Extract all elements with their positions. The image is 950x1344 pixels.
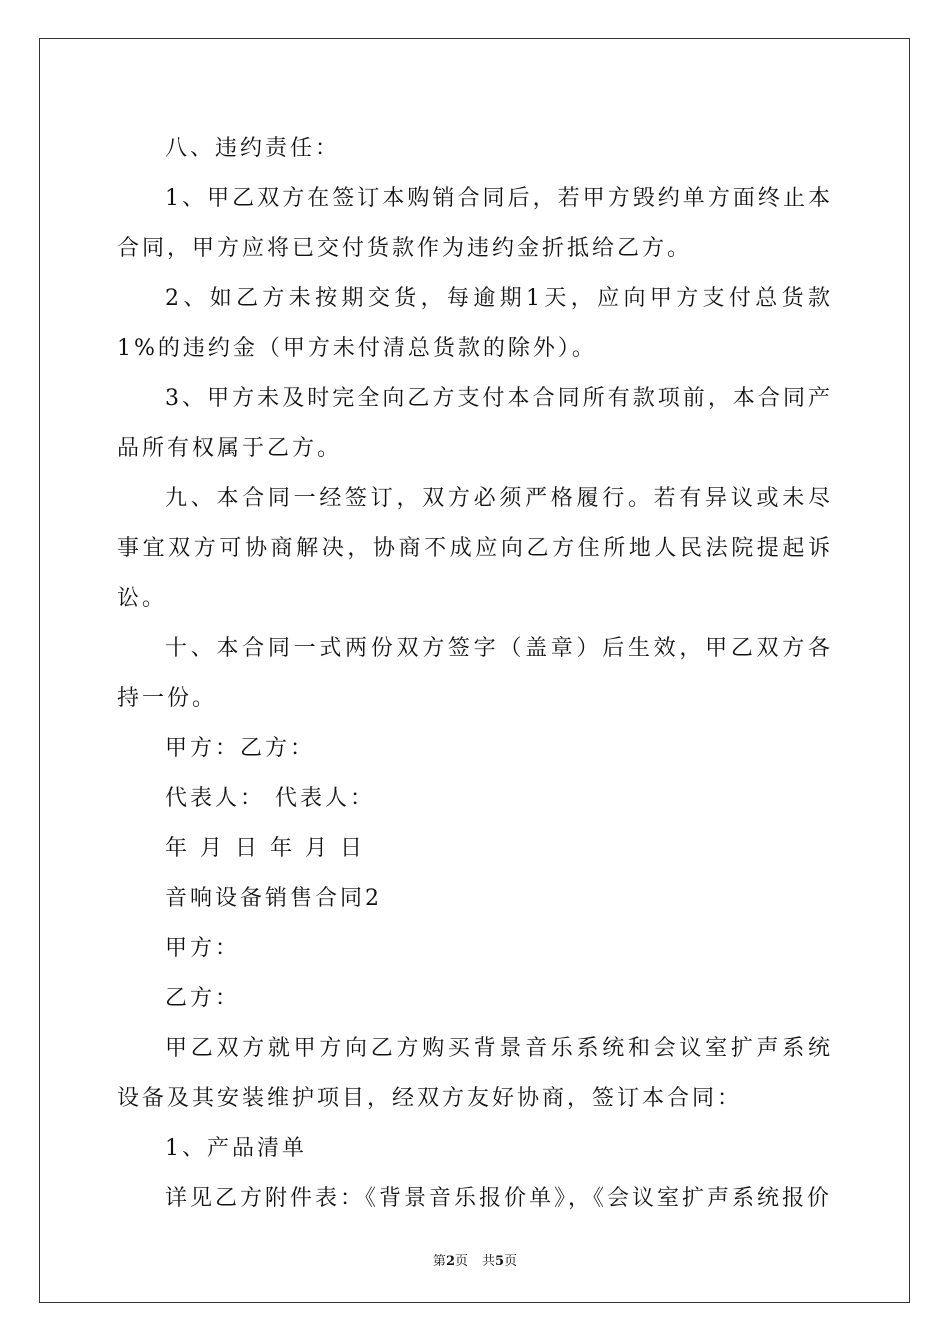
section-8-heading: 八、违约责任：	[165, 136, 341, 161]
contract-2-title: 音响设备销售合同2	[165, 886, 382, 911]
clause-8-1: 1、甲乙双方在签订本购销合同后，若甲方毁约单方面终止本合同，甲方应将已交付货款作为违约金折抵给乙方。	[117, 186, 833, 261]
date-line: 年 月 日 年 月 日	[165, 836, 365, 861]
page-footer	[0, 1250, 950, 1269]
clause-8-2: 2、如乙方未按期交货，每逾期1天，应向甲方支付总货款1%的违约金（甲方未付清总货款的除外）。	[117, 286, 833, 361]
product-list-heading: 1、产品清单	[165, 1136, 307, 1161]
contract-2-preamble: 甲乙双方就甲方向乙方购买背景音乐系统和会议室扩声系统设备及其安装维护项目，经双方友好协商，签订本合同：	[117, 1036, 833, 1111]
footer-total-suffix: 页	[504, 1254, 518, 1269]
footer-page-prefix: 第	[432, 1254, 446, 1269]
section-10: 十、本合同一式两份双方签字（盖章）后生效，甲乙双方各持一份。	[117, 636, 833, 711]
footer-page-current: 2	[445, 1254, 455, 1269]
party-a-line: 甲方：	[165, 936, 241, 961]
footer-total-prefix: 共	[482, 1254, 496, 1269]
product-list-detail: 详见乙方附件表：《背景音乐报价单》，《会议室扩声系统报价	[165, 1186, 833, 1211]
party-b-line: 乙方：	[165, 986, 241, 1011]
clause-8-3: 3、甲方未及时完全向乙方支付本合同所有款项前，本合同产品所有权属于乙方。	[117, 386, 833, 461]
footer-page-total: 5	[495, 1254, 505, 1269]
document-body	[117, 124, 833, 1224]
representative-line: 代表人： 代表人：	[165, 786, 375, 811]
party-signature-line: 甲方：乙方：	[165, 736, 316, 761]
footer-page-suffix: 页	[454, 1254, 468, 1269]
section-9: 九、本合同一经签订，双方必须严格履行。若有异议或未尽事宜双方可协商解决，协商不成应向乙方住所地人民法院提起诉讼。	[117, 486, 833, 611]
